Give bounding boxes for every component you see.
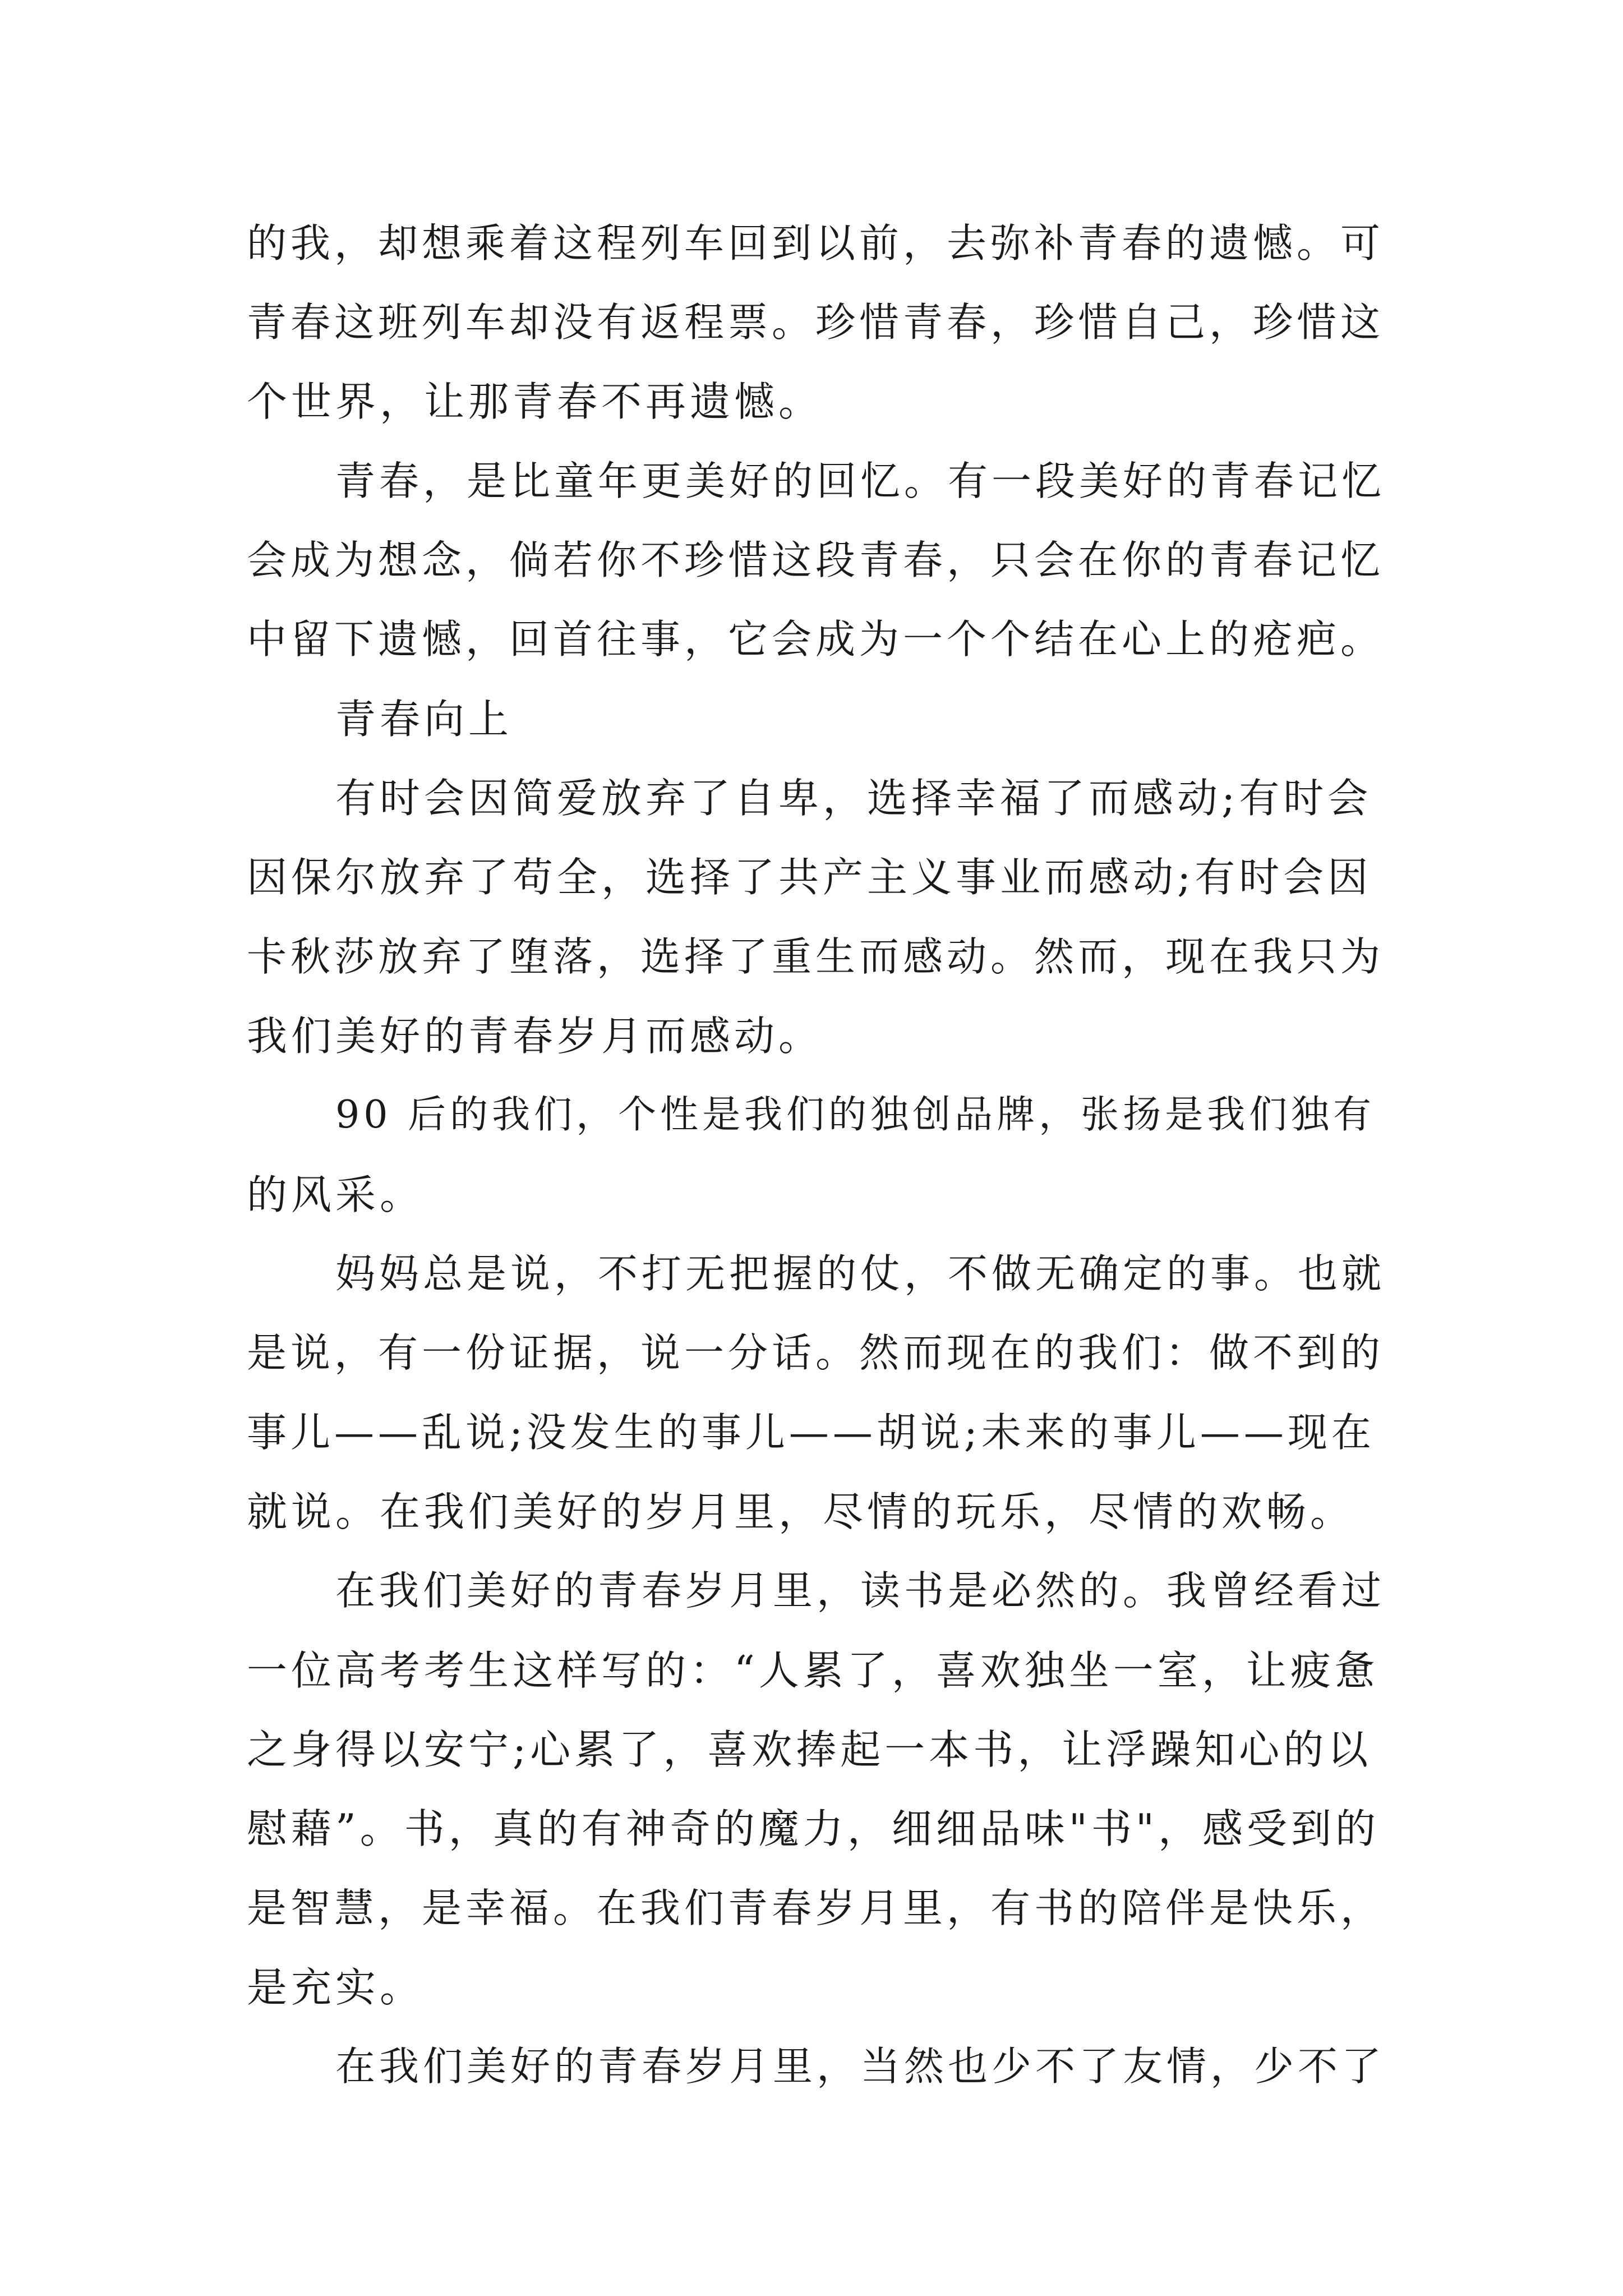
section-heading: 青春向上 (335, 696, 513, 743)
text-line: 因保尔放弃了苟全，选择了共产主义事业而感动;有时会因 (247, 854, 1372, 901)
text-line: 有时会因简爱放弃了自卑，选择幸福了而感动;有时会 (335, 775, 1372, 822)
text-line: 是充实。 (247, 1964, 425, 2011)
text-line: 90 后的我们，个性是我们的独创品牌，张扬是我们独有 (335, 1093, 1376, 1137)
text-line: 会成为想念，倘若你不珍惜这段青春，只会在你的青春记忆 (247, 537, 1385, 583)
text-line: 一位高考考生这样写的：“人累了，喜欢独坐一室，让疲惫 (247, 1647, 1379, 1694)
text-line: 在我们美好的青春岁月里，当然也少不了友情，少不了 (335, 2043, 1386, 2090)
text-line: 的我，却想乘着这程列车回到以前，去弥补青春的遗憾。可 (247, 220, 1385, 266)
text-line: 青春，是比童年更美好的回忆。有一段美好的青春记忆 (335, 458, 1386, 504)
text-line: 妈妈总是说，不打无把握的仗，不做无确定的事。也就 (335, 1250, 1386, 1297)
text-line: 我们美好的青春岁月而感动。 (247, 1013, 823, 1060)
text-line: 在我们美好的青春岁月里，读书是必然的。我曾经看过 (335, 1567, 1386, 1614)
text-line: 的风采。 (247, 1171, 425, 1218)
text-line: 青春这班列车却没有返程票。珍惜青春，珍惜自己，珍惜这 (247, 299, 1385, 346)
text-line: 慰藉”。书，真的有神奇的魔力，细细品味"书"，感受到的 (247, 1805, 1380, 1852)
text-line: 之身得以安宁;心累了，喜欢捧起一本书，让浮躁知心的以 (247, 1726, 1372, 1773)
text-line: 是说，有一份证据，说一分话。然而现在的我们：做不到的 (247, 1329, 1385, 1376)
text-line: 卡秋莎放弃了堕落，选择了重生而感动。然而，现在我只为 (247, 933, 1385, 980)
text-line: 事儿——乱说;没发生的事儿——胡说;未来的事儿——现在 (247, 1409, 1375, 1456)
text-line: 中留下遗憾，回首往事，它会成为一个个结在心上的疮疤。 (247, 616, 1385, 662)
text-line: 个世界，让那青春不再遗憾。 (247, 378, 823, 425)
text-line: 是智慧，是幸福。在我们青春岁月里，有书的陪伴是快乐， (247, 1885, 1385, 1931)
text-line: 就说。在我们美好的岁月里，尽情的玩乐，尽情的欢畅。 (247, 1488, 1355, 1535)
